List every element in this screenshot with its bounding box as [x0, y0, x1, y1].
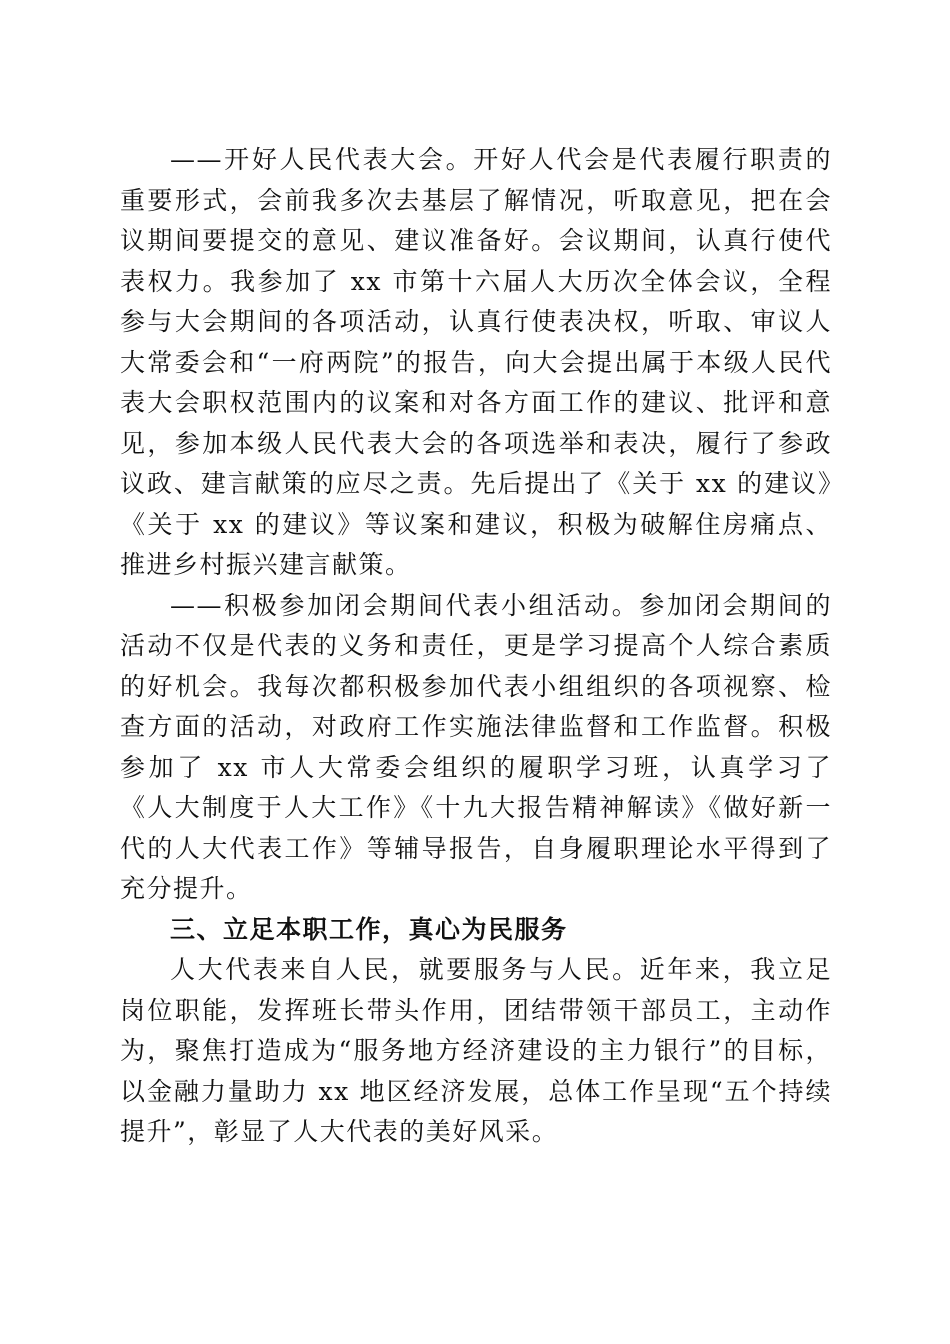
document-body — [120, 140, 832, 1153]
paragraph-serve-people: 人大代表来自人民，就要服务与人民。近年来，我立足岗位职能，发挥班长带头作用，团结带领干部员工，主动作为，聚焦打造成为“服务地方经济建设的主力银行”的目标，以金融力量助力 xx 地区经济发展，总体工作呈现“五个持续提升”，彰显了人大代表的美好风采。 — [120, 955, 832, 1146]
section-heading: 三、立足本职工作，真心为民服务 — [170, 914, 568, 944]
paragraph-closing-session-activities: ——积极参加闭会期间代表小组活动。参加闭会期间的活动不仅是代表的义务和责任，更是学习提高个人综合素质的好机会。我每次都积极参加代表小组组织的各项视察、检查方面的活动，对政府工作实施法律监督和工作监督。积极参加了 xx 市人大常委会组织的履职学习班，认真学习了《人大制度于人大工作》《十九大报告精神解读》《做好新一代的人大代表工作》等辅导报告，自身履职理论水平得到了充分提升。 — [120, 590, 832, 903]
paragraph-people-congress: ——开好人民代表大会。开好人代会是代表履行职责的重要形式，会前我多次去基层了解情况，听取意见，把在会议期间要提交的意见、建议准备好。会议期间，认真行使代表权力。我参加了 xx 市第十六届人大历次全体会议，全程参与大会期间的各项活动，认真行使表决权，听取、审议人大常委会和“一府两院”的报告，向大会提出属于本级人民代表大会职权范围内的议案和对各方面工作的建议、批评和意见，参加本级人民代表大会的各项选举和表决，履行了参政议政、建言献策的应尽之责。先后提出了《关于 xx 的建议》《关于 xx 的建议》等议案和建议，积极为破解住房痛点、推进乡村振兴建言献策。 — [120, 145, 832, 579]
